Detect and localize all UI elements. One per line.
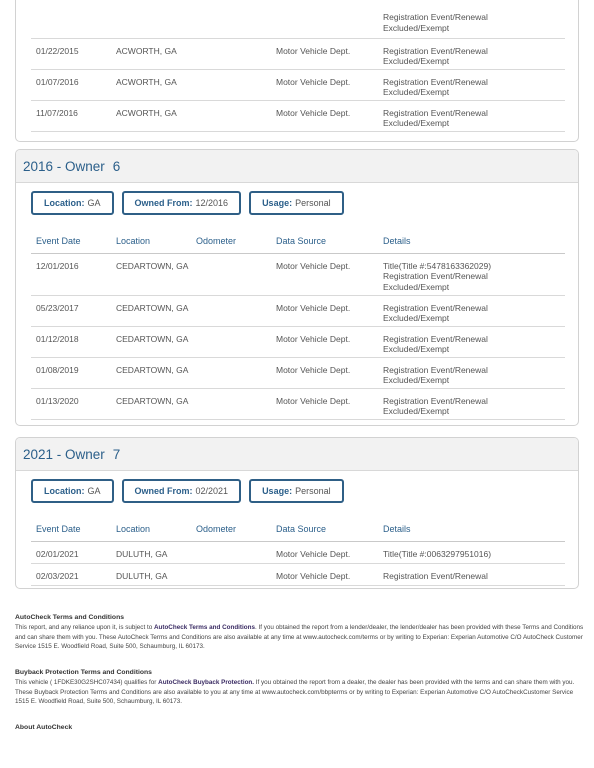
detail-line: Registration Event/Renewal: [383, 333, 488, 344]
details-cell: [383, 253, 565, 295]
detail-line: Registration Event/Renewal: [383, 271, 488, 281]
detail-line: Excluded/Exempt: [383, 375, 450, 385]
detail-line: Excluded/Exempt: [383, 406, 450, 416]
event-date-cell: 11/07/2016: [31, 100, 116, 131]
event-date-cell: 01/12/2018: [31, 326, 116, 357]
event-date-cell: 01/08/2019: [31, 357, 116, 388]
table-row: [31, 388, 565, 419]
event-table: [31, 229, 565, 420]
col-odometer: Odometer: [196, 229, 276, 253]
detail-line: Registration Event/Renewal: [383, 76, 488, 87]
event-date-cell: 02/01/2021: [31, 541, 116, 563]
event-table-body: [31, 253, 565, 419]
detail-line: Excluded/Exempt: [383, 87, 450, 97]
location-cell: CEDARTOWN, GA: [116, 253, 196, 295]
location-cell: [116, 0, 196, 38]
table-row: [31, 357, 565, 388]
data-source-cell: Motor Vehicle Dept.: [276, 541, 383, 563]
detail-line: Title(Title #:0063297951016): [383, 548, 492, 559]
location-cell: CEDARTOWN, GA: [116, 295, 196, 326]
detail-line: Excluded/Exempt: [383, 56, 450, 66]
about-section: [15, 723, 585, 733]
table-row: [31, 38, 565, 69]
location-cell: DULUTH, GA: [116, 541, 196, 563]
data-source-cell: Motor Vehicle Dept.: [276, 295, 383, 326]
owner-title: 2016 - Owner: [23, 158, 105, 174]
col-event-date: Event Date: [31, 517, 116, 541]
terms-link[interactable]: AutoCheck Terms and Conditions: [153, 624, 255, 632]
owned-from-pill: Owned From: 12/2016: [122, 191, 242, 215]
data-source-cell: Motor Vehicle Dept.: [276, 253, 383, 295]
odometer-cell: [196, 295, 276, 326]
event-date-cell: 01/22/2015: [31, 38, 116, 69]
event-table: [31, 517, 565, 586]
location-cell: ACWORTH, GA: [116, 69, 196, 100]
owner-header: [16, 438, 578, 471]
data-source-cell: Motor Vehicle Dept.: [276, 38, 383, 69]
owner-history-card-continued: [15, 0, 579, 142]
detail-line: Excluded/Exempt: [383, 22, 450, 33]
details-cell: [383, 563, 565, 585]
event-table-header: [31, 517, 565, 541]
detail-line: Registration Event/Renewal: [383, 12, 488, 22]
odometer-cell: [196, 563, 276, 585]
terms-section: [15, 613, 585, 652]
event-table-body: [31, 0, 565, 131]
owner-summary-pills: [16, 183, 578, 231]
event-date-cell: [31, 0, 116, 38]
table-row: [31, 69, 565, 100]
event-table-body: [31, 541, 565, 585]
detail-line: Registration Event/Renewal: [383, 570, 488, 581]
odometer-cell: [196, 326, 276, 357]
data-source-cell: Motor Vehicle Dept.: [276, 326, 383, 357]
location-cell: CEDARTOWN, GA: [116, 357, 196, 388]
table-row: [31, 0, 565, 38]
detail-line: Registration Event/Renewal: [383, 302, 488, 313]
detail-line: Registration Event/Renewal: [383, 395, 488, 406]
owned-from-pill: Owned From: 02/2021: [122, 479, 242, 503]
col-data-source: Data Source: [276, 517, 383, 541]
col-event-date: Event Date: [31, 229, 116, 253]
odometer-cell: [196, 253, 276, 295]
detail-line: Excluded/Exempt: [383, 313, 450, 323]
owner-number: 7: [112, 446, 121, 462]
data-source-cell: Motor Vehicle Dept.: [276, 357, 383, 388]
detail-line: Title(Title #:5478163362029): [383, 260, 492, 271]
location-cell: DULUTH, GA: [116, 563, 196, 585]
usage-pill: Usage: Personal: [249, 479, 344, 503]
data-source-cell: Motor Vehicle Dept.: [276, 100, 383, 131]
location-cell: CEDARTOWN, GA: [116, 388, 196, 419]
col-odometer: Odometer: [196, 517, 276, 541]
data-source-cell: Motor Vehicle Dept.: [276, 563, 383, 585]
col-location: Location: [116, 517, 196, 541]
terms-text: This report, and any reliance upon it, is subject to AutoCheck Terms and Conditions. If you obtained the report from a lender/dealer, the lender/dealer has been provided with these Terms and Conditions and can share them with you. These AutoCheck Terms and Conditions are also available at any time at www.autocheck.com/terms or by writing to Experian: Experian Automotive C/O AutoCheck Customer Service 1515 E. Woodfield Road, Suite 500, Schaumburg, IL 60173.: [15, 624, 584, 651]
odometer-cell: [196, 100, 276, 131]
odometer-cell: [196, 541, 276, 563]
details-cell: [383, 388, 565, 419]
owner-card-6: [15, 149, 579, 426]
details-cell: [383, 38, 565, 69]
about-heading: About AutoCheck: [15, 724, 73, 731]
event-table: [31, 0, 565, 132]
table-row: [31, 563, 565, 585]
data-source-cell: [276, 0, 383, 38]
event-date-cell: 05/23/2017: [31, 295, 116, 326]
table-row: [31, 295, 565, 326]
location-cell: ACWORTH, GA: [116, 38, 196, 69]
details-cell: [383, 541, 565, 563]
location-pill: Location: GA: [31, 191, 114, 215]
buyback-text: This vehicle ( 1FDKE30G2SHC07434) qualifies for AutoCheck Buyback Protection. If you obtained the report from a dealer, the dealer has been provided with the terms and can share them with you. These Buyback Protection Terms and Conditions are also available to you at any time at www.autocheck.com/bbpterms or by writing to Experian: Experian Automotive C/O AutoCheckCustomer Service 1515 E. Woodfield Road, Suite 500, Schaumburg, IL 60173.: [15, 679, 575, 706]
detail-line: Excluded/Exempt: [383, 281, 450, 292]
buyback-section: [15, 668, 585, 707]
details-cell: [383, 69, 565, 100]
detail-line: Registration Event/Renewal: [383, 364, 488, 375]
odometer-cell: [196, 357, 276, 388]
details-cell: [383, 100, 565, 131]
col-details: Details: [383, 517, 565, 541]
buyback-link[interactable]: AutoCheck Buyback Protection.: [158, 679, 255, 687]
odometer-cell: [196, 0, 276, 38]
odometer-cell: [196, 38, 276, 69]
owner-summary-pills: [16, 471, 578, 519]
table-row: [31, 541, 565, 563]
col-location: Location: [116, 229, 196, 253]
buyback-heading: Buyback Protection Terms and Conditions: [15, 669, 152, 676]
detail-line: Excluded/Exempt: [383, 118, 450, 128]
table-row: [31, 253, 565, 295]
details-cell: [383, 0, 565, 38]
owner-header: [16, 150, 578, 183]
col-data-source: Data Source: [276, 229, 383, 253]
details-cell: [383, 326, 565, 357]
data-source-cell: Motor Vehicle Dept.: [276, 388, 383, 419]
table-row: [31, 100, 565, 131]
location-cell: CEDARTOWN, GA: [116, 326, 196, 357]
event-date-cell: 01/13/2020: [31, 388, 116, 419]
event-date-cell: 01/07/2016: [31, 69, 116, 100]
terms-heading: AutoCheck Terms and Conditions: [15, 614, 125, 621]
odometer-cell: [196, 388, 276, 419]
owner-title: 2021 - Owner: [23, 446, 105, 462]
detail-line: Registration Event/Renewal: [383, 45, 488, 56]
location-pill: Location: GA: [31, 479, 114, 503]
location-cell: ACWORTH, GA: [116, 100, 196, 131]
event-date-cell: 02/03/2021: [31, 563, 116, 585]
detail-line: Excluded/Exempt: [383, 344, 450, 354]
odometer-cell: [196, 69, 276, 100]
table-row: [31, 326, 565, 357]
data-source-cell: Motor Vehicle Dept.: [276, 69, 383, 100]
detail-line: Registration Event/Renewal: [383, 107, 488, 118]
usage-pill: Usage: Personal: [249, 191, 344, 215]
event-table-header: [31, 229, 565, 253]
details-cell: [383, 357, 565, 388]
owner-card-7: [15, 437, 579, 589]
event-date-cell: 12/01/2016: [31, 253, 116, 295]
owner-number: 6: [112, 158, 121, 174]
col-details: Details: [383, 229, 565, 253]
details-cell: [383, 295, 565, 326]
